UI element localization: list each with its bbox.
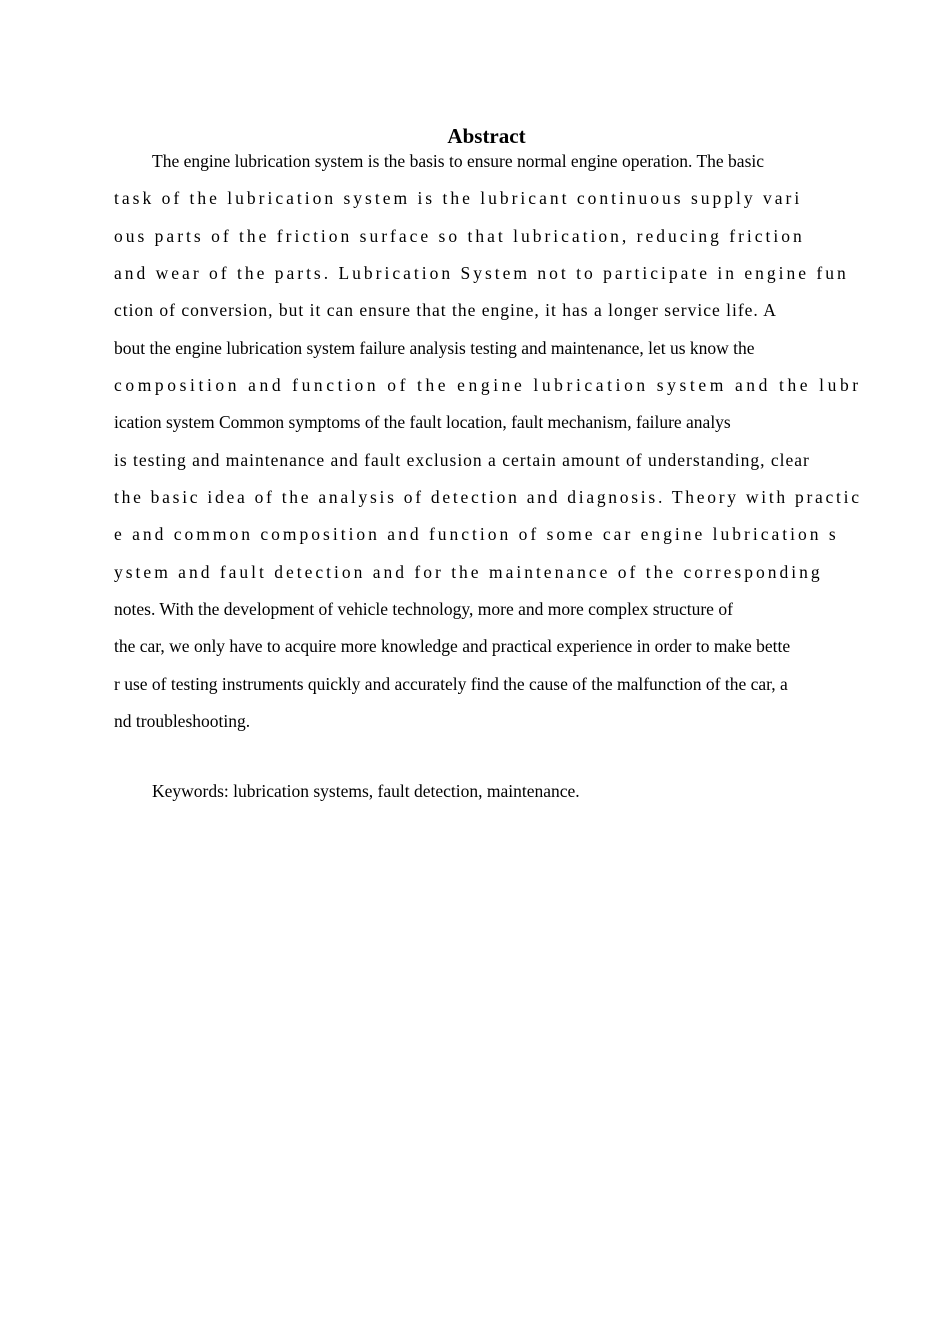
abstract-line-14: the car, we only have to acquire more knowledge and practical experience in order to make bette (114, 636, 791, 656)
abstract-line-16: nd troubleshooting. (114, 711, 251, 731)
abstract-line-12: ystem and fault detection and for the maintenance of the corresponding (114, 562, 823, 582)
abstract-line-7: composition and function of the engine lubrication system and the lubr (114, 375, 862, 395)
abstract-line-10: the basic idea of the analysis of detection and diagnosis. Theory with practic (114, 487, 862, 507)
abstract-line-4: and wear of the parts. Lubrication System not to participate in engine fun (114, 263, 849, 283)
keywords-line: Keywords: lubrication systems, fault detection, maintenance. (152, 781, 580, 801)
abstract-line-13: notes. With the development of vehicle technology, more and more complex structure of (114, 599, 733, 619)
abstract-line-5: ction of conversion, but it can ensure that the engine, it has a longer service life. A (114, 300, 777, 320)
abstract-line-3: ous parts of the friction surface so that lubrication, reducing friction (114, 226, 805, 246)
abstract-line-1: The engine lubrication system is the basis to ensure normal engine operation. The basic (152, 151, 765, 171)
abstract-line-11: e and common composition and function of some car engine lubrication s (114, 524, 839, 544)
abstract-title: Abstract (447, 124, 526, 148)
abstract-line-6: bout the engine lubrication system failure analysis testing and maintenance, let us know the (114, 338, 755, 358)
abstract-line-8: ication system Common symptoms of the fault location, fault mechanism, failure analys (114, 412, 731, 432)
abstract-line-15: r use of testing instruments quickly and accurately find the cause of the malfunction of the car, a (114, 674, 788, 694)
abstract-line-9: is testing and maintenance and fault exclusion a certain amount of understanding, clear (114, 450, 810, 470)
abstract-line-2: task of the lubrication system is the lubricant continuous supply vari (114, 188, 803, 208)
